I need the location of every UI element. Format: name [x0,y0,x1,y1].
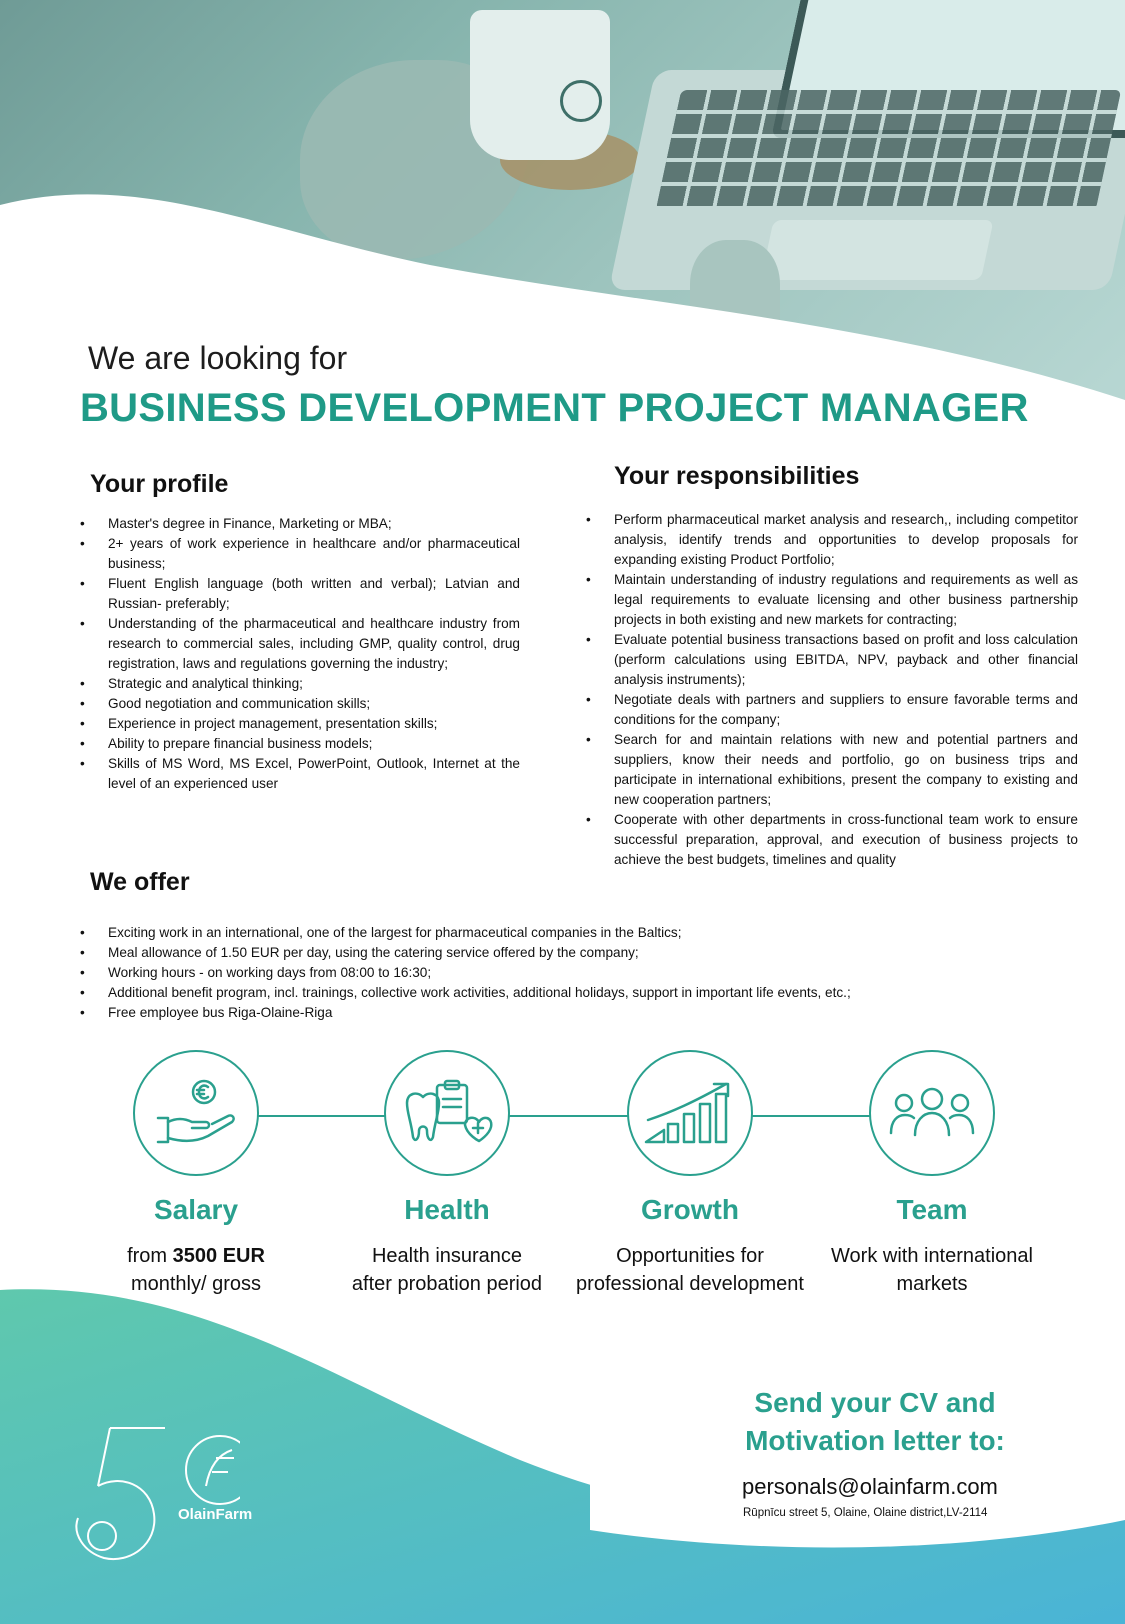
list-item: • Additional benefit program, incl. trainings, collective work activities, additional holidays, support in important life events, etc.; [80,983,1040,1003]
cv-call-to-action [700,1384,1050,1460]
salary-circle [133,1050,259,1176]
benefit-title: Salary [153,1194,239,1225]
benefit-line: professional development [576,1273,804,1295]
list-item: • Strategic and analytical thinking; [80,674,520,694]
job-title: BUSINESS DEVELOPMENT PROJECT MANAGER [80,386,1029,430]
benefit-line: Work with international [831,1245,1033,1267]
benefits-row [0,1050,1125,1300]
list-item: • Ability to prepare financial business models; [80,734,520,754]
health-insurance-icon [401,1077,493,1149]
list-item: • Skills of MS Word, MS Excel, PowerPoint, Outlook, Internet at the level of an experienced user [80,754,520,794]
health-circle [384,1050,510,1176]
company-address: Rūpnīcu street 5, Olaine, Olaine district,LV-2114 [743,1507,988,1519]
benefit-line: Health insurance [371,1245,523,1267]
list-item: • Exciting work in an international, one of the largest for pharmaceutical companies in the Baltics; [80,923,1040,943]
list-item: • Cooperate with other departments in cross-functional team work to ensure successful preparation, approval, and execution of business projects to achieve the best budgets, timelines and quality [586,810,1078,870]
list-item: • 2+ years of work experience in healthcare and/or pharmaceutical business; [80,534,520,574]
cta-line1: Send your CV and [754,1387,996,1418]
benefit-team [812,1050,1052,1298]
benefit-line: after probation period [351,1273,543,1295]
logo-wordmark: OlainFarm [178,1506,253,1523]
team-icon [887,1085,977,1141]
benefit-line: markets [896,1273,968,1295]
salary-prefix: from [127,1245,173,1267]
list-item: • Understanding of the pharmaceutical and healthcare industry from research to commercial sales, including GMP, quality control, drug registration, laws and regulations governing the industry; [80,614,520,674]
list-item: • Maintain understanding of industry regulations and requirements as well as legal requirements to evaluate licensing and other business partnership projects in both existing and new markets for contracting; [586,570,1078,630]
offer-list [80,923,1040,1023]
benefit-title: Health [404,1194,490,1225]
salary-period: monthly/ gross [130,1273,262,1295]
list-item: • Perform pharmaceutical market analysis and research,, including competitor analysis, identify trends and opportunities to develop proposals for expanding existing Product Portfolio; [586,510,1078,570]
team-circle [869,1050,995,1176]
responsibilities-list [586,510,1078,870]
responsibilities-heading: Your responsibilities [614,462,860,490]
benefit-title: Growth [641,1194,739,1225]
profile-list [80,514,520,794]
olainfarm-50-logo [70,1424,240,1574]
growth-circle [627,1050,753,1176]
benefit-health [327,1050,567,1298]
list-item: • Meal allowance of 1.50 EUR per day, using the catering service offered by the company; [80,943,1040,963]
list-item: • Search for and maintain relations with new and potential partners and suppliers, know their needs and portfolio, go on business trips and participate in international exhibitions, present the company to existing and new cooperation partners; [586,730,1078,810]
benefit-title: Team [896,1194,968,1225]
list-item: • Master's degree in Finance, Marketing or MBA; [80,514,520,534]
list-item: • Good negotiation and communication skills; [80,694,520,714]
growth-chart-icon [642,1080,738,1146]
contact-email[interactable]: personals@olainfarm.com [742,1474,998,1499]
offer-heading: We offer [90,868,190,896]
salary-amount: 3500 EUR [172,1245,265,1267]
euro-hand-icon [154,1078,238,1148]
list-item: • Negotiate deals with partners and suppliers to ensure favorable terms and conditions for the company; [586,690,1078,730]
cta-line2: Motivation letter to: [745,1425,1005,1456]
benefit-salary [76,1050,316,1298]
list-item: • Free employee bus Riga-Olaine-Riga [80,1003,1040,1023]
benefit-line: Opportunities for [616,1245,764,1267]
pretitle: We are looking for [88,340,348,376]
list-item: • Working hours - on working days from 08:00 to 16:30; [80,963,1040,983]
profile-heading: Your profile [90,470,229,498]
benefit-growth [570,1050,810,1298]
list-item: • Fluent English language (both written and verbal); Latvian and Russian- preferably; [80,574,520,614]
list-item: • Evaluate potential business transactions based on profit and loss calculation (perform calculations using EBITDA, NPV, payback and other financial analysis instruments); [586,630,1078,690]
list-item: • Experience in project management, presentation skills; [80,714,520,734]
